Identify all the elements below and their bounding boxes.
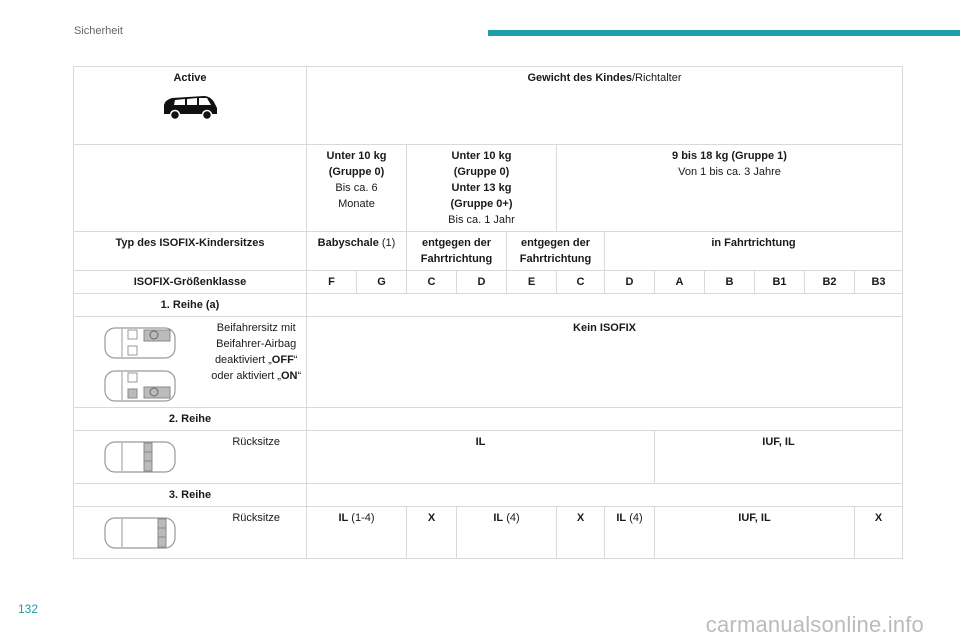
size-class-cell: B xyxy=(705,271,755,294)
group-line: 9 bis 18 kg (Gruppe 1) xyxy=(672,150,787,162)
row3-value: X xyxy=(557,507,605,559)
babyschale-cell xyxy=(307,232,407,271)
size-class-cell: B3 xyxy=(855,271,903,294)
size-class-cell: G xyxy=(357,271,407,294)
row1-data-row xyxy=(74,317,903,408)
group-line: Monate xyxy=(338,198,375,210)
group-line: Unter 10 kg xyxy=(451,150,512,162)
second-row-seat-icon xyxy=(104,441,176,473)
seat-type-label: Typ des ISOFIX-Kindersitzes xyxy=(74,232,307,271)
vehicle-name: Active xyxy=(173,72,207,84)
header-accent-bar xyxy=(488,30,960,36)
size-class-cell: A xyxy=(655,271,705,294)
forward-cell: in Fahrtrichtung xyxy=(605,232,903,271)
vehicle-van-icon xyxy=(160,92,220,122)
group-line: (Gruppe 0+) xyxy=(450,198,513,210)
row3-value xyxy=(457,507,557,559)
row3-value: X xyxy=(407,507,457,559)
row3-label: 3. Reihe xyxy=(74,484,307,507)
row3-value xyxy=(605,507,655,559)
row3-value: IUF, IL xyxy=(655,507,855,559)
group-0-infant-cell xyxy=(307,145,407,232)
row2-desc: Rücksitze xyxy=(232,436,281,448)
size-class-cell: C xyxy=(557,271,605,294)
row1-value: Kein ISOFIX xyxy=(307,317,903,408)
row3-section-row xyxy=(74,484,903,507)
size-class-cell: C xyxy=(407,271,457,294)
airbag-off-label: OFF xyxy=(271,354,294,366)
seat-type-row xyxy=(74,232,903,271)
row1-desc-line: “ xyxy=(297,370,302,382)
group-line: Von 1 bis ca. 3 Jahre xyxy=(678,166,781,178)
row1-desc-cell xyxy=(74,317,307,408)
row1-desc-line: deaktiviert „ xyxy=(214,354,272,366)
empty-cell xyxy=(307,484,903,507)
empty-cell xyxy=(74,145,307,232)
row3-value-note: (4) xyxy=(626,512,643,524)
row3-value: X xyxy=(855,507,903,559)
row3-value-text: IL xyxy=(616,512,627,524)
section-title: Sicherheit xyxy=(74,25,123,37)
front-passenger-seat-icon xyxy=(104,327,176,359)
row2-label: 2. Reihe xyxy=(74,408,307,431)
row3-value-text: IL xyxy=(493,512,504,524)
row1-desc-line: Beifahrersitz mit xyxy=(216,322,296,334)
rearward-cell-2: entgegen der Fahrtrichtung xyxy=(507,232,605,271)
row3-value-text: IL xyxy=(338,512,349,524)
babyschale-note: (1) xyxy=(378,237,396,249)
group-line: Unter 10 kg xyxy=(326,150,387,162)
row3-value-note: (4) xyxy=(503,512,520,524)
row1-section-row xyxy=(74,294,903,317)
group-line: Bis ca. 1 Jahr xyxy=(448,214,515,226)
size-class-row xyxy=(74,271,903,294)
row1-desc-line: oder aktiviert „ xyxy=(211,370,281,382)
watermark: carmanualsonline.info xyxy=(705,612,924,637)
empty-cell xyxy=(307,408,903,431)
table-header-row xyxy=(74,67,903,145)
group-1-cell xyxy=(557,145,903,232)
row1-desc-line: “ xyxy=(293,354,298,366)
row1-desc-line: Beifahrer-Airbag xyxy=(216,338,297,350)
weight-header-normal: /Richtalter xyxy=(632,72,682,84)
row2-data-row xyxy=(74,431,903,484)
row3-desc: Rücksitze xyxy=(232,512,281,524)
size-class-cell: D xyxy=(605,271,655,294)
weight-header-bold: Gewicht des Kindes xyxy=(527,72,632,84)
size-class-cell: E xyxy=(507,271,557,294)
vehicle-cell xyxy=(74,67,307,145)
size-class-cell: D xyxy=(457,271,507,294)
size-class-cell: B1 xyxy=(755,271,805,294)
group-line: Bis ca. 6 xyxy=(335,182,378,194)
row1-label: 1. Reihe (a) xyxy=(74,294,307,317)
group-line: (Gruppe 0) xyxy=(328,166,385,178)
empty-cell xyxy=(307,294,903,317)
group-0-plus-cell xyxy=(407,145,557,232)
size-class-cell: F xyxy=(307,271,357,294)
row2-section-row xyxy=(74,408,903,431)
weight-header-cell xyxy=(307,67,903,145)
weight-groups-row xyxy=(74,145,903,232)
front-passenger-seat-icon xyxy=(104,370,176,402)
size-class-label: ISOFIX-Größenklasse xyxy=(74,271,307,294)
row3-value-note: (1-4) xyxy=(348,512,375,524)
third-row-seat-icon xyxy=(104,517,176,549)
row2-desc-cell xyxy=(74,431,307,484)
size-class-cell: B2 xyxy=(805,271,855,294)
row3-data-row xyxy=(74,507,903,559)
row3-desc-cell xyxy=(74,507,307,559)
group-line: Unter 13 kg xyxy=(451,182,512,194)
isofix-table xyxy=(73,66,903,559)
babyschale-label: Babyschale xyxy=(317,237,379,249)
group-line: (Gruppe 0) xyxy=(453,166,510,178)
page-number: 132 xyxy=(18,602,39,616)
rearward-cell-1: entgegen der Fahrtrichtung xyxy=(407,232,507,271)
row2-value-left: IL xyxy=(307,431,655,484)
row3-value xyxy=(307,507,407,559)
airbag-on-label: ON xyxy=(280,370,298,382)
row2-value-right: IUF, IL xyxy=(655,431,903,484)
